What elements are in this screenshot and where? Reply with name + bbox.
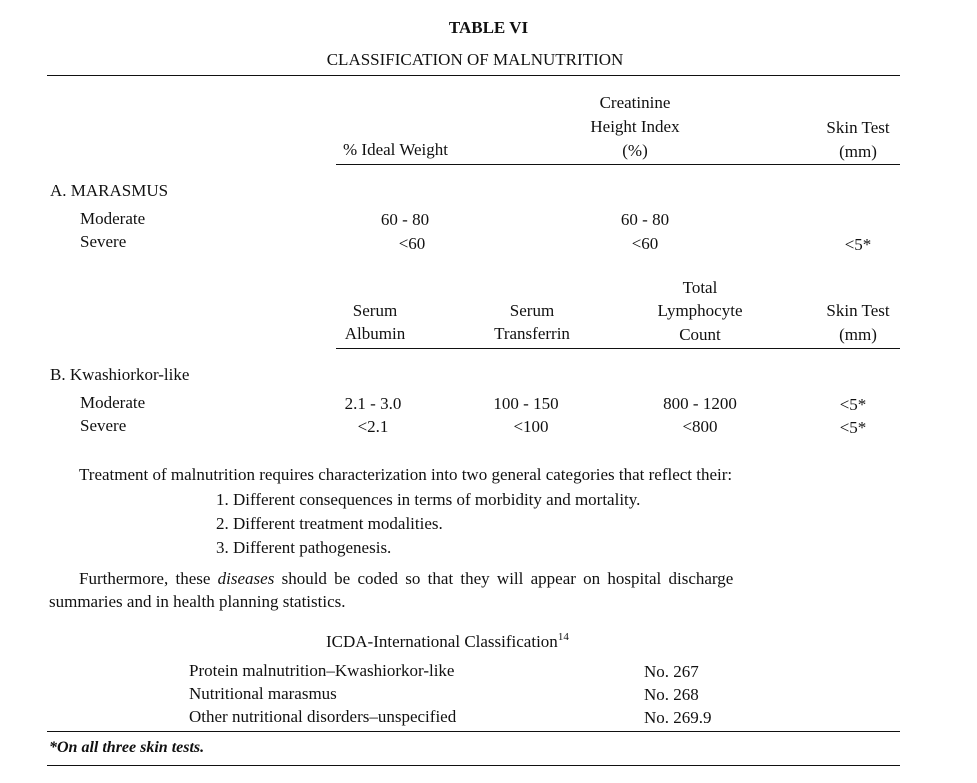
icda-reference: 14 — [557, 631, 569, 643]
col-skin-b-line2: (mm) — [839, 325, 877, 344]
list-item: 3. Different pathogenesis. — [216, 538, 392, 557]
icda-row-code: No. 267 — [644, 662, 699, 681]
icda-title — [326, 632, 569, 652]
col-ideal-weight: % Ideal Weight — [343, 140, 449, 159]
paragraph-intro: Treatment of malnutrition requires characterization into two general categories that reflect their: — [79, 465, 733, 484]
cell-skin: <5* — [844, 235, 872, 254]
cell-chi: 60 - 80 — [620, 210, 670, 229]
col-transferrin-line2: Transferrin — [494, 324, 570, 343]
paragraph-coding — [79, 569, 733, 589]
cell-transferrin: <100 — [513, 417, 549, 436]
cell-lymph: 800 - 1200 — [663, 394, 737, 413]
cell-skin: <5* — [839, 418, 867, 437]
paragraph-coding-rest: should be coded so that they will appear on hospital discharge — [274, 569, 734, 588]
footnote-rule-bottom — [47, 765, 900, 766]
cell-albumin: 2.1 - 3.0 — [344, 394, 402, 413]
col-lymph-line3: Count — [679, 325, 721, 344]
cell-transferrin: 100 - 150 — [493, 394, 559, 413]
row-label: Severe — [80, 416, 127, 435]
row-label: Moderate — [80, 209, 146, 228]
cell-chi: <60 — [631, 234, 659, 253]
list-item: 1. Different consequences in terms of morbidity and mortality. — [216, 490, 641, 509]
cell-ideal-weight: 60 - 80 — [380, 210, 430, 229]
col-skin-a-line2: (mm) — [839, 142, 877, 161]
col-transferrin-line1: Serum — [509, 301, 555, 320]
icda-row-label: Nutritional marasmus — [189, 684, 337, 703]
row-label: Severe — [80, 232, 127, 251]
icda-title-text: ICDA-International Classification — [326, 632, 558, 651]
col-lymph-line1: Total — [682, 278, 718, 297]
icda-row-label: Protein malnutrition–Kwashiorkor-like — [189, 661, 455, 680]
table-number: TABLE VI — [448, 18, 529, 37]
col-skin-b-line1: Skin Test — [826, 301, 890, 320]
paragraph-coding-emphasis: diseases — [217, 569, 275, 588]
footnote-rule-top — [47, 731, 900, 732]
icda-row-label: Other nutritional disorders–unspecified — [189, 707, 457, 726]
cell-albumin: <2.1 — [357, 417, 389, 436]
col-chi-line1: Creatinine — [599, 93, 671, 112]
cell-lymph: <800 — [682, 417, 718, 436]
footnote: *On all three skin tests. — [49, 739, 205, 756]
icda-row-code: No. 268 — [644, 685, 699, 704]
header-rule-b — [336, 348, 900, 349]
col-chi-line3: (%) — [622, 141, 648, 160]
col-chi-line2: Height Index — [590, 117, 680, 136]
col-lymph-line2: Lymphocyte — [657, 301, 743, 320]
title-rule — [47, 75, 900, 76]
list-item: 2. Different treatment modalities. — [216, 514, 443, 533]
section-b-heading: B. Kwashiorkor-like — [50, 365, 190, 384]
col-albumin-line2: Albumin — [344, 324, 406, 343]
paragraph-coding-line2: summaries and in health planning statistics. — [49, 592, 346, 611]
col-skin-a-line1: Skin Test — [826, 118, 890, 137]
cell-ideal-weight: <60 — [398, 234, 426, 253]
col-albumin-line1: Serum — [352, 301, 398, 320]
header-rule-a — [336, 164, 900, 165]
cell-skin: <5* — [839, 395, 867, 414]
paragraph-coding-start: Furthermore, these — [79, 569, 218, 588]
icda-row-code: No. 269.9 — [644, 708, 712, 727]
table-title: CLASSIFICATION OF MALNUTRITION — [326, 50, 624, 69]
row-label: Moderate — [80, 393, 146, 412]
section-a-heading: A. MARASMUS — [50, 181, 169, 200]
